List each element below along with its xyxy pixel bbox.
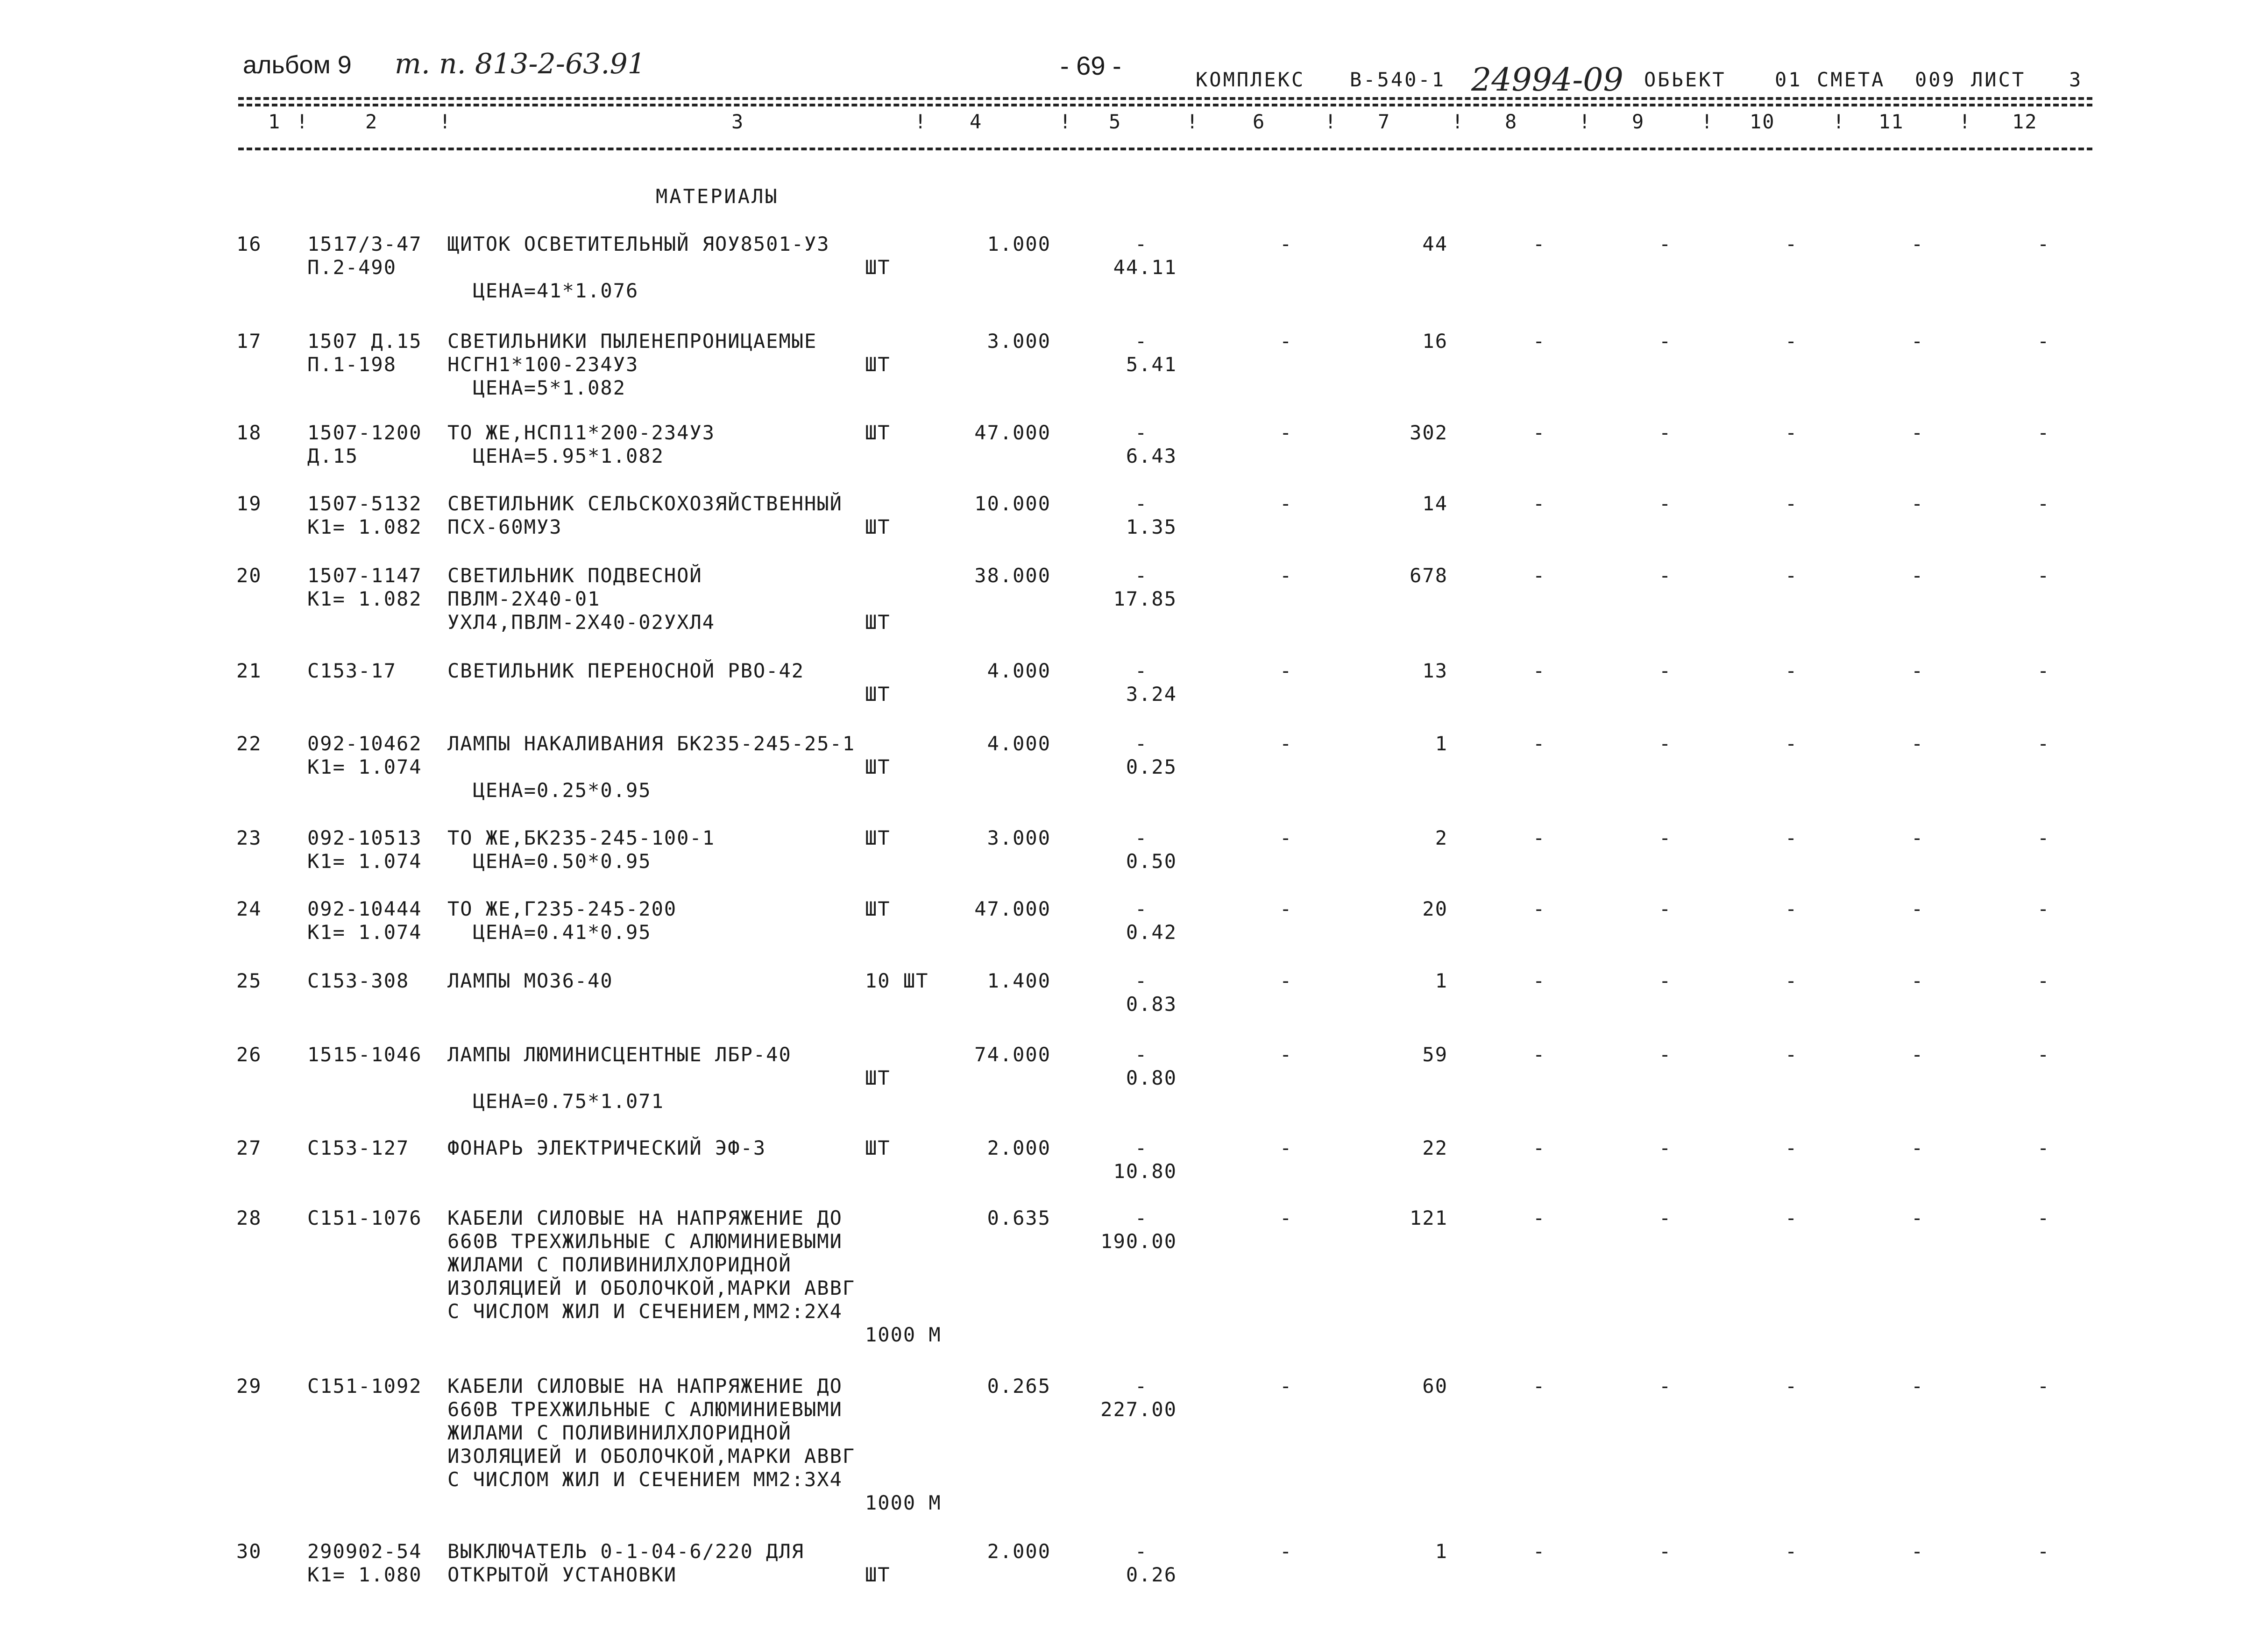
column-6-dash: -: [1280, 421, 1293, 444]
item-description: СВЕТИЛЬНИК ПЕРЕНОСНОЙ РВО-42: [447, 659, 805, 682]
column-separator: !: [1452, 110, 1464, 133]
unit-price: 1.35: [1126, 515, 1177, 538]
column-12-dash: -: [2037, 659, 2050, 682]
unit-price: 190.00: [1100, 1230, 1177, 1253]
column-5-dash: -: [1135, 421, 1148, 444]
unit-price: 0.83: [1126, 993, 1177, 1016]
object-number: 01: [1775, 68, 1802, 91]
total-cost: 1: [1435, 969, 1448, 992]
unit-of-measure: ШТ: [865, 897, 891, 920]
row-number: 17: [236, 330, 262, 353]
quantity: 4.000: [987, 732, 1051, 755]
quantity: 74.000: [974, 1043, 1051, 1066]
quantity: 4.000: [987, 659, 1051, 682]
item-description: СВЕТИЛЬНИК СЕЛЬСКОХОЗЯЙСТВЕННЫЙ ПСХ-60МУ3: [447, 492, 843, 538]
column-10-dash: -: [1785, 826, 1798, 849]
column-10-dash: -: [1785, 492, 1798, 515]
row-number: 26: [236, 1043, 262, 1066]
column-12-dash: -: [2037, 897, 2050, 920]
sheet-label: ЛИСТ: [1971, 68, 2026, 91]
column-5-dash: -: [1135, 969, 1148, 992]
column-9-dash: -: [1659, 1043, 1672, 1066]
unit-of-measure: 1000 М: [865, 1491, 942, 1514]
column-12-dash: -: [2037, 732, 2050, 755]
column-11-dash: -: [1911, 330, 1924, 353]
column-9-dash: -: [1659, 492, 1672, 515]
column-9-dash: -: [1659, 564, 1672, 587]
column-10-dash: -: [1785, 659, 1798, 682]
column-5-dash: -: [1135, 897, 1148, 920]
row-number: 24: [236, 897, 262, 920]
column-12-dash: -: [2037, 330, 2050, 353]
column-5-dash: -: [1135, 564, 1148, 587]
column-8-dash: -: [1533, 330, 1546, 353]
column-8-dash: -: [1533, 421, 1546, 444]
column-8-dash: -: [1533, 659, 1546, 682]
rate-code: 1507-1147 К1= 1.082: [307, 564, 422, 610]
header-rule-top-2: [238, 104, 2092, 106]
column-10-dash: -: [1785, 330, 1798, 353]
column-12-dash: -: [2037, 492, 2050, 515]
page-number: - 69 -: [1060, 51, 1121, 80]
item-description: ТО ЖЕ,НСП11*200-234У3 ЦЕНА=5.95*1.082: [447, 421, 716, 467]
object-label: ОБЬЕКТ: [1644, 68, 1726, 91]
quantity: 0.265: [987, 1375, 1051, 1397]
column-5-dash: -: [1135, 826, 1148, 849]
item-description: ЩИТОК ОСВЕТИТЕЛЬНЫЙ ЯОУ8501-У3 ЦЕНА=41*1.076: [447, 233, 830, 302]
total-cost: 59: [1422, 1043, 1448, 1066]
column-6-dash: -: [1280, 1206, 1293, 1229]
quantity: 1.000: [987, 233, 1051, 255]
column-9-dash: -: [1659, 233, 1672, 255]
column-12-dash: -: [2037, 1136, 2050, 1159]
rate-code: 1507-5132 К1= 1.082: [307, 492, 422, 538]
column-8-dash: -: [1533, 969, 1546, 992]
column-11-dash: -: [1911, 1206, 1924, 1229]
total-cost: 13: [1422, 659, 1448, 682]
unit-price: 0.42: [1126, 921, 1177, 944]
column-11-dash: -: [1911, 564, 1924, 587]
total-cost: 14: [1422, 492, 1448, 515]
column-9-dash: -: [1659, 330, 1672, 353]
column-8-dash: -: [1533, 1206, 1546, 1229]
column-separator: !: [439, 110, 451, 133]
quantity: 3.000: [987, 330, 1051, 353]
item-description: КАБЕЛИ СИЛОВЫЕ НА НАПРЯЖЕНИЕ ДО 660В ТРЕХЖИЛЬНЫЕ С АЛЮМИНИЕВЫМИ ЖИЛАМИ С ПОЛИВИНИЛХЛОРИДНОЙ ИЗОЛЯЦИЕЙ И ОБОЛОЧКОЙ,МАРКИ АВВГ С ЧИСЛОМ ЖИЛ И СЕЧЕНИЕМ ММ2:3Х4: [447, 1375, 856, 1491]
column-5-dash: -: [1135, 492, 1148, 515]
column-12-dash: -: [2037, 233, 2050, 255]
column-8-dash: -: [1533, 826, 1546, 849]
column-8-dash: -: [1533, 492, 1546, 515]
column-separator: !: [1833, 110, 1845, 133]
column-6-dash: -: [1280, 330, 1293, 353]
column-11-dash: -: [1911, 732, 1924, 755]
typical-project-number: т. п. 813-2-63.91: [395, 48, 645, 80]
column-number: 6: [1253, 110, 1266, 133]
unit-of-measure: ШТ: [865, 1563, 891, 1586]
item-description: ВЫКЛЮЧАТЕЛЬ 0-1-04-6/220 ДЛЯ ОТКРЫТОЙ УСТАНОВКИ: [447, 1540, 805, 1586]
column-5-dash: -: [1135, 330, 1148, 353]
total-cost: 60: [1422, 1375, 1448, 1397]
unit-price: 44.11: [1113, 256, 1177, 279]
unit-price: 0.26: [1126, 1563, 1177, 1586]
column-9-dash: -: [1659, 1375, 1672, 1397]
column-separator: !: [1701, 110, 1713, 133]
section-title: МАТЕРИАЛЫ: [656, 185, 779, 208]
unit-of-measure: ШТ: [865, 421, 891, 444]
column-12-dash: -: [2037, 564, 2050, 587]
unit-price: 227.00: [1100, 1398, 1177, 1421]
column-11-dash: -: [1911, 1043, 1924, 1066]
row-number: 23: [236, 826, 262, 849]
column-6-dash: -: [1280, 564, 1293, 587]
row-number: 30: [236, 1540, 262, 1563]
column-separator: !: [1959, 110, 1971, 133]
column-10-dash: -: [1785, 233, 1798, 255]
row-number: 28: [236, 1206, 262, 1229]
rate-code: С151-1076: [307, 1206, 422, 1229]
column-12-dash: -: [2037, 1375, 2050, 1397]
column-5-dash: -: [1135, 1540, 1148, 1563]
column-10-dash: -: [1785, 1136, 1798, 1159]
total-cost: 1: [1435, 732, 1448, 755]
column-6-dash: -: [1280, 659, 1293, 682]
quantity: 3.000: [987, 826, 1051, 849]
quantity: 2.000: [987, 1540, 1051, 1563]
row-number: 16: [236, 233, 262, 255]
quantity: 47.000: [974, 897, 1051, 920]
item-description: ТО ЖЕ,БК235-245-100-1 ЦЕНА=0.50*0.95: [447, 826, 716, 873]
item-description: КАБЕЛИ СИЛОВЫЕ НА НАПРЯЖЕНИЕ ДО 660В ТРЕХЖИЛЬНЫЕ С АЛЮМИНИЕВЫМИ ЖИЛАМИ С ПОЛИВИНИЛХЛОРИДНОЙ ИЗОЛЯЦИЕЙ И ОБОЛОЧКОЙ,МАРКИ АВВГ С ЧИСЛОМ ЖИЛ И СЕЧЕНИЕМ,ММ2:2Х4: [447, 1206, 856, 1323]
row-number: 18: [236, 421, 262, 444]
column-9-dash: -: [1659, 1206, 1672, 1229]
column-11-dash: -: [1911, 897, 1924, 920]
column-11-dash: -: [1911, 826, 1924, 849]
total-cost: 44: [1422, 233, 1448, 255]
column-6-dash: -: [1280, 1375, 1293, 1397]
column-12-dash: -: [2037, 1540, 2050, 1563]
unit-of-measure: ШТ: [865, 256, 891, 279]
album-label: альбом 9: [243, 51, 352, 79]
column-6-dash: -: [1280, 826, 1293, 849]
column-11-dash: -: [1911, 492, 1924, 515]
quantity: 0.635: [987, 1206, 1051, 1229]
rate-code: 092-10444 К1= 1.074: [307, 897, 422, 944]
rate-code: С153-127: [307, 1136, 410, 1159]
item-description: ЛАМПЫ МО36-40: [447, 969, 613, 992]
quantity: 1.400: [987, 969, 1051, 992]
column-separator: !: [914, 110, 927, 133]
unit-of-measure: ШТ: [865, 755, 891, 778]
object-handwritten-number: 24994-09: [1471, 62, 1623, 99]
item-description: ЛАМПЫ ЛЮМИНИСЦЕНТНЫЕ ЛБР-40 ЦЕНА=0.75*1.071: [447, 1043, 792, 1113]
complex-code: В-540-1: [1350, 68, 1446, 91]
unit-of-measure: ШТ: [865, 826, 891, 849]
row-number: 29: [236, 1375, 262, 1397]
column-11-dash: -: [1911, 421, 1924, 444]
column-12-dash: -: [2037, 421, 2050, 444]
column-separator: !: [1186, 110, 1198, 133]
column-number: 9: [1632, 110, 1645, 133]
column-10-dash: -: [1785, 1043, 1798, 1066]
column-11-dash: -: [1911, 969, 1924, 992]
column-6-dash: -: [1280, 897, 1293, 920]
column-9-dash: -: [1659, 659, 1672, 682]
column-12-dash: -: [2037, 826, 2050, 849]
column-11-dash: -: [1911, 233, 1924, 255]
total-cost: 2: [1435, 826, 1448, 849]
column-8-dash: -: [1533, 732, 1546, 755]
unit-of-measure: 1000 М: [865, 1323, 942, 1346]
column-9-dash: -: [1659, 826, 1672, 849]
item-description: СВЕТИЛЬНИК ПОДВЕСНОЙ ПВЛМ-2Х40-01 УХЛ4,ПВЛМ-2Х40-02УХЛ4: [447, 564, 716, 634]
row-number: 27: [236, 1136, 262, 1159]
column-number: 2: [365, 110, 378, 133]
total-cost: 20: [1422, 897, 1448, 920]
rate-code: 1517/3-47 П.2-490: [307, 233, 422, 279]
column-9-dash: -: [1659, 1540, 1672, 1563]
column-6-dash: -: [1280, 1043, 1293, 1066]
total-cost: 1: [1435, 1540, 1448, 1563]
column-6-dash: -: [1280, 732, 1293, 755]
column-8-dash: -: [1533, 1375, 1546, 1397]
row-number: 25: [236, 969, 262, 992]
unit-of-measure: ШТ: [865, 353, 891, 376]
column-12-dash: -: [2037, 969, 2050, 992]
column-5-dash: -: [1135, 233, 1148, 255]
rate-code: С153-308: [307, 969, 410, 992]
column-separator: !: [1059, 110, 1071, 133]
unit-price: 6.43: [1126, 444, 1177, 467]
column-6-dash: -: [1280, 233, 1293, 255]
column-8-dash: -: [1533, 1540, 1546, 1563]
unit-price: 3.24: [1126, 683, 1177, 706]
unit-price: 0.80: [1126, 1066, 1177, 1089]
column-9-dash: -: [1659, 897, 1672, 920]
column-11-dash: -: [1911, 1136, 1924, 1159]
quantity: 38.000: [974, 564, 1051, 587]
item-description: ТО ЖЕ,Г235-245-200 ЦЕНА=0.41*0.95: [447, 897, 677, 944]
column-10-dash: -: [1785, 1206, 1798, 1229]
column-10-dash: -: [1785, 732, 1798, 755]
column-5-dash: -: [1135, 1043, 1148, 1066]
quantity: 10.000: [974, 492, 1051, 515]
unit-of-measure: ШТ: [865, 611, 891, 634]
rate-code: С153-17: [307, 659, 397, 682]
row-number: 19: [236, 492, 262, 515]
unit-price: 5.41: [1126, 353, 1177, 376]
column-5-dash: -: [1135, 659, 1148, 682]
quantity: 47.000: [974, 421, 1051, 444]
rate-code: С151-1092: [307, 1375, 422, 1397]
quantity: 2.000: [987, 1136, 1051, 1159]
sheet-number: 3: [2069, 68, 2083, 91]
total-cost: 121: [1410, 1206, 1448, 1229]
column-9-dash: -: [1659, 732, 1672, 755]
unit-price: 0.50: [1126, 850, 1177, 873]
column-8-dash: -: [1533, 233, 1546, 255]
column-8-dash: -: [1533, 1043, 1546, 1066]
column-number: 5: [1109, 110, 1122, 133]
column-11-dash: -: [1911, 1540, 1924, 1563]
rate-code: 1515-1046: [307, 1043, 422, 1066]
estimate-number: 009: [1915, 68, 1956, 91]
column-6-dash: -: [1280, 492, 1293, 515]
unit-price: 17.85: [1113, 587, 1177, 610]
column-number: 8: [1505, 110, 1518, 133]
column-5-dash: -: [1135, 1136, 1148, 1159]
column-10-dash: -: [1785, 897, 1798, 920]
column-10-dash: -: [1785, 1375, 1798, 1397]
header-rule-top: [238, 97, 2092, 100]
unit-of-measure: 10 ШТ: [865, 969, 929, 992]
rate-code: 1507-1200 Д.15: [307, 421, 422, 467]
column-10-dash: -: [1785, 564, 1798, 587]
rate-code: 290902-54 К1= 1.080: [307, 1540, 422, 1586]
row-number: 21: [236, 659, 262, 682]
unit-of-measure: ШТ: [865, 515, 891, 538]
column-10-dash: -: [1785, 421, 1798, 444]
column-6-dash: -: [1280, 1540, 1293, 1563]
unit-price: 0.25: [1126, 755, 1177, 778]
column-5-dash: -: [1135, 732, 1148, 755]
column-number: 10: [1750, 110, 1775, 133]
column-8-dash: -: [1533, 1136, 1546, 1159]
header-rule-bottom: [238, 148, 2092, 150]
column-number: 4: [970, 110, 983, 133]
column-11-dash: -: [1911, 1375, 1924, 1397]
estimate-label: СМЕТА: [1817, 68, 1885, 91]
column-8-dash: -: [1533, 897, 1546, 920]
column-10-dash: -: [1785, 969, 1798, 992]
total-cost: 22: [1422, 1136, 1448, 1159]
column-separator: !: [296, 110, 308, 133]
column-9-dash: -: [1659, 969, 1672, 992]
item-description: ЛАМПЫ НАКАЛИВАНИЯ БК235-245-25-1 ЦЕНА=0.25*0.95: [447, 732, 856, 802]
column-6-dash: -: [1280, 969, 1293, 992]
column-number: 7: [1378, 110, 1391, 133]
column-number: 12: [2012, 110, 2038, 133]
column-9-dash: -: [1659, 421, 1672, 444]
total-cost: 16: [1422, 330, 1448, 353]
rate-code: 1507 Д.15 П.1-198: [307, 330, 422, 376]
column-12-dash: -: [2037, 1206, 2050, 1229]
column-10-dash: -: [1785, 1540, 1798, 1563]
unit-of-measure: ШТ: [865, 1136, 891, 1159]
column-6-dash: -: [1280, 1136, 1293, 1159]
item-description: СВЕТИЛЬНИКИ ПЫЛЕНЕПРОНИЦАЕМЫЕ НСГН1*100-234У3 ЦЕНА=5*1.082: [447, 330, 817, 399]
column-5-dash: -: [1135, 1206, 1148, 1229]
unit-of-measure: ШТ: [865, 683, 891, 706]
item-description: ФОНАРЬ ЭЛЕКТРИЧЕСКИЙ ЭФ-3: [447, 1136, 766, 1159]
column-number: 11: [1878, 110, 1904, 133]
unit-of-measure: ШТ: [865, 1066, 891, 1089]
rate-code: 092-10462 К1= 1.074: [307, 732, 422, 778]
row-number: 20: [236, 564, 262, 587]
column-5-dash: -: [1135, 1375, 1148, 1397]
column-11-dash: -: [1911, 659, 1924, 682]
unit-price: 10.80: [1113, 1160, 1177, 1183]
complex-label: КОМПЛЕКС: [1196, 68, 1305, 91]
column-9-dash: -: [1659, 1136, 1672, 1159]
column-number: 1: [268, 110, 281, 133]
column-8-dash: -: [1533, 564, 1546, 587]
total-cost: 302: [1410, 421, 1448, 444]
column-12-dash: -: [2037, 1043, 2050, 1066]
column-separator: !: [1325, 110, 1337, 133]
column-number: 3: [731, 110, 744, 133]
row-number: 22: [236, 732, 262, 755]
rate-code: 092-10513 К1= 1.074: [307, 826, 422, 873]
total-cost: 678: [1410, 564, 1448, 587]
column-separator: !: [1579, 110, 1591, 133]
